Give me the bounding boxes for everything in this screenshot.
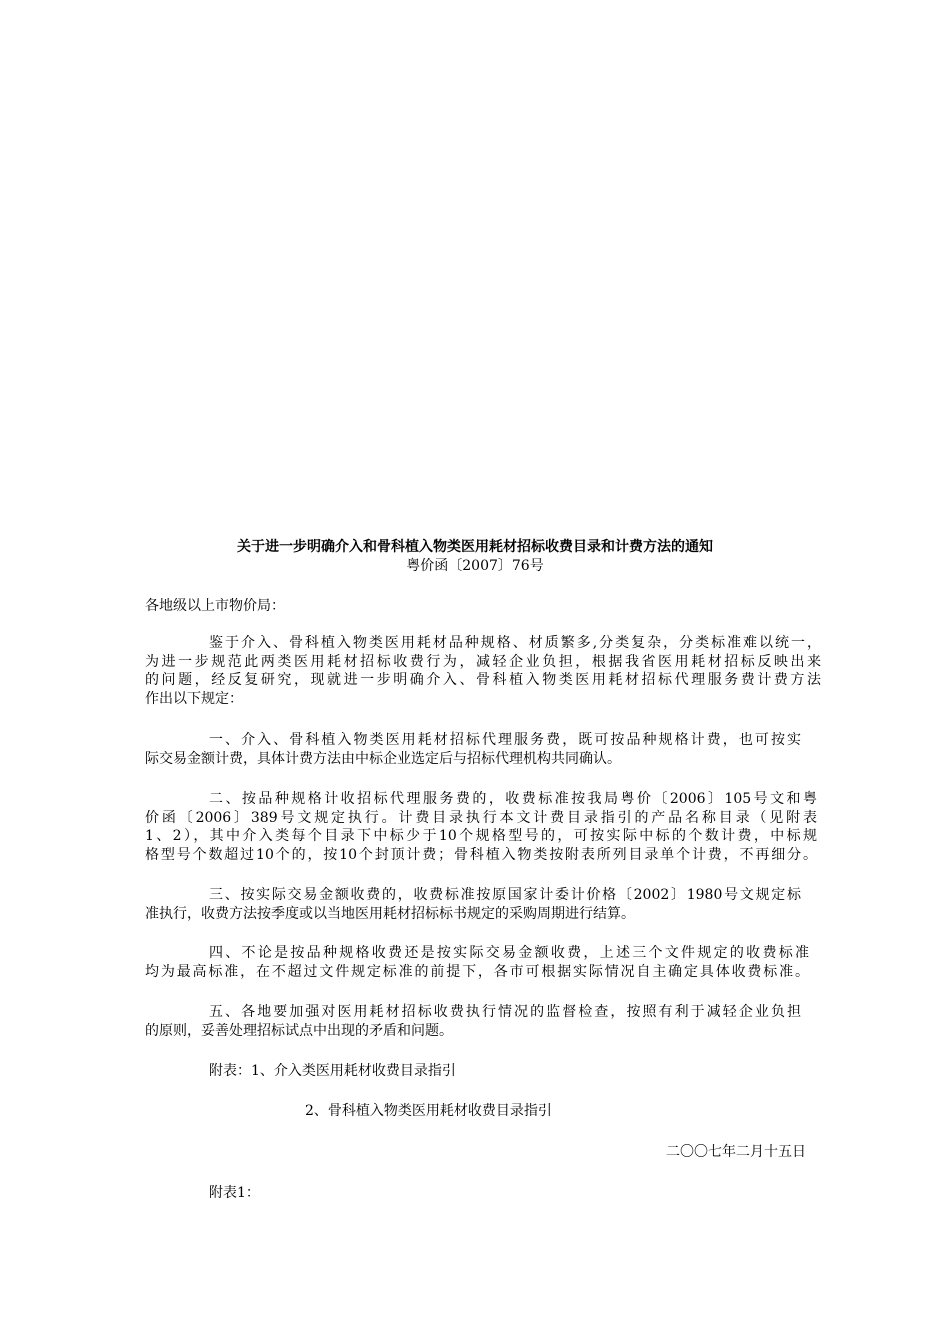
paragraph-item-4	[145, 944, 809, 981]
document-title: 关于进一步明确介入和骨科植入物类医用耗材招标收费目录和计费方法的通知	[237, 539, 713, 555]
paragraph-line: 二、按品种规格计收招标代理服务费的，收费标准按我局粤价〔2006〕105号文和粤	[209, 791, 817, 807]
document-date: 二〇〇七年二月十五日	[666, 1144, 806, 1160]
attachment-list-line-2: 2、骨科植入物类医用耗材收费目录指引	[305, 1103, 552, 1119]
paragraph-line: 一、介入、骨科植入物类医用耗材招标代理服务费，既可按品种规格计费，也可按实	[209, 732, 801, 748]
paragraph-line: 四、不论是按品种规格收费还是按实际交易金额收费，上述三个文件规定的收费标准	[209, 945, 809, 961]
paragraph-line: 的问题，经反复研究，现就进一步明确介入、骨科植入物类医用耗材招标代理服务费计费方法	[145, 672, 821, 688]
paragraph-line: 作出以下规定：	[145, 690, 243, 707]
attachment-list-line-1: 附表：1、介入类医用耗材收费目录指引	[209, 1063, 456, 1079]
paragraph-line: 际交易金额计费，具体计费方法由中标企业选定后与招标代理机构共同确认。	[145, 750, 621, 767]
salutation: 各地级以上市物价局：	[145, 598, 285, 614]
paragraph-line: 价函〔2006〕389号文规定执行。计费目录执行本文计费目录指引的产品名称目录（见附表	[145, 809, 817, 826]
annex-label: 附表1：	[209, 1185, 260, 1201]
paragraph-line: 三、按实际交易金额收费的，收费标准按原国家计委计价格〔2002〕1980号文规定标	[209, 887, 801, 903]
paragraph-line: 准执行，收费方法按季度或以当地医用耗材招标标书规定的采购周期进行结算。	[145, 905, 635, 922]
paragraph-item-5	[145, 1003, 801, 1040]
paragraph-item-1	[145, 731, 801, 768]
paragraph-line: 为进一步规范此两类医用耗材招标收费行为，减轻企业负担，根据我省医用耗材招标反映出来	[145, 653, 821, 670]
paragraph-intro	[145, 634, 821, 708]
paragraph-line: 的原则，妥善处理招标试点中出现的矛盾和问题。	[145, 1022, 453, 1039]
paragraph-line: 均为最高标准，在不超过文件规定标准的前提下，各市可根据实际情况自主确定具体收费标准。	[145, 963, 809, 980]
paragraph-item-2	[145, 790, 817, 864]
paragraph-line: 鉴于介入、骨科植入物类医用耗材品种规格、材质繁多,分类复杂，分类标准难以统一，	[209, 635, 821, 651]
paragraph-line: 五、各地要加强对医用耗材招标收费执行情况的监督检查，按照有利于减轻企业负担	[209, 1004, 801, 1020]
paragraph-line: 1、2），其中介入类每个目录下中标少于10个规格型号的，可按实际中标的个数计费，中标规	[145, 828, 817, 844]
document-number: 粤价函〔2007〕76号	[406, 558, 544, 574]
paragraph-line: 格型号个数超过10个的，按10个封顶计费；骨科植入物类按附表所列目录单个计费，不再细分。	[145, 846, 817, 863]
paragraph-item-3	[145, 886, 801, 923]
